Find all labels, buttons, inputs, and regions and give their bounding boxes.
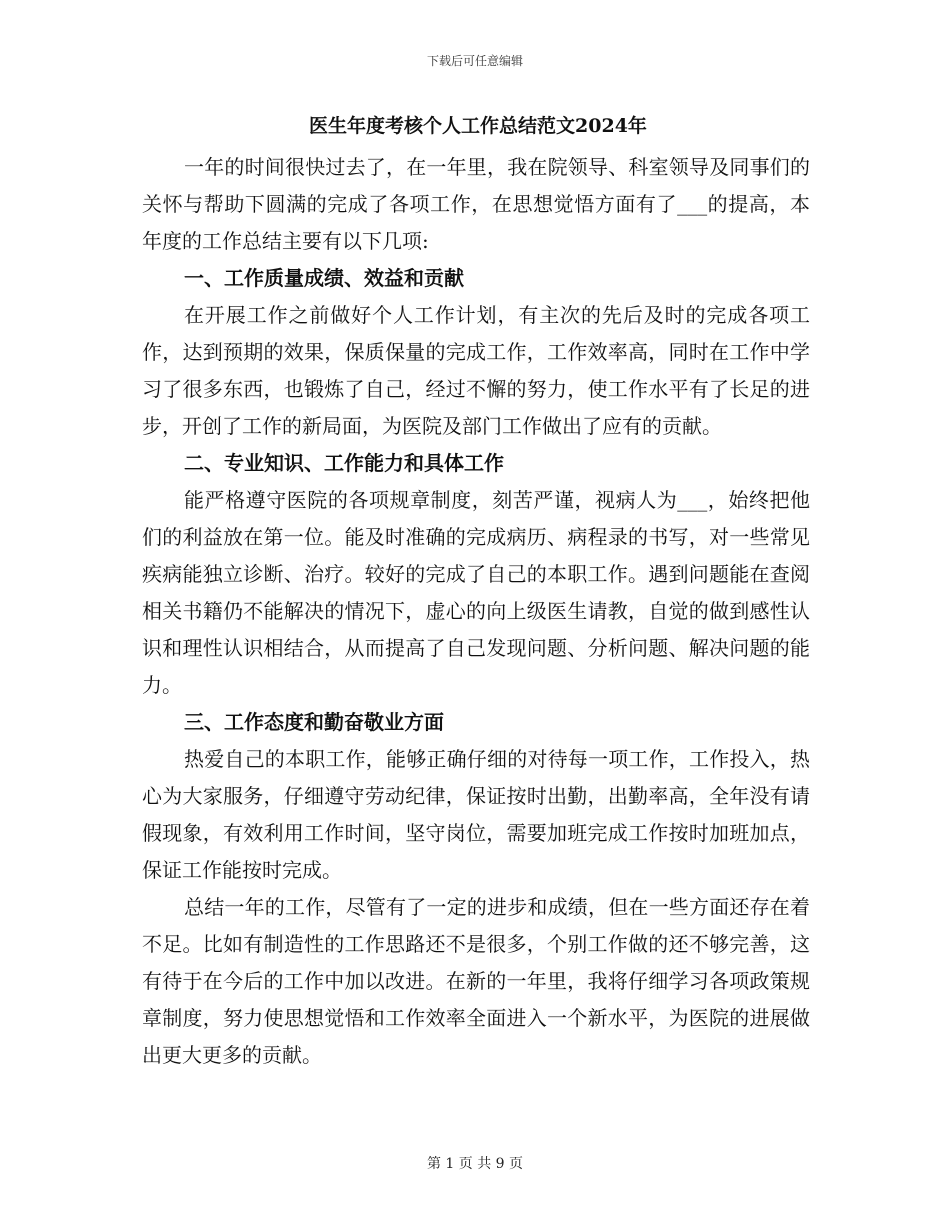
- intro-paragraph: 一年的时间很快过去了，在一年里，我在院领导、科室领导及同事们的关怀与帮助下圆满的完成了各项工作，在思想觉悟方面有了___的提高，本年度的工作总结主要有以下几项:: [142, 155, 810, 253]
- header-note: 下载后可任意编辑: [426, 54, 523, 68]
- summary-paragraph: 总结一年的工作，尽管有了一定的进步和成绩，但在一些方面还存在着不足。比如有制造性的工作思路还不是很多，个别工作做的还不够完善，这有待于在今后的工作中加以改进。在新的一年里，我将仔细学习各项政策规章制度，努力使思想觉悟和工作效率全面进入一个新水平，为医院的进展做出更大更多的贡献。: [142, 895, 810, 1067]
- section-3-paragraph: 热爱自己的本职工作，能够正确仔细的对待每一项工作，工作投入，热心为大家服务，仔细遵守劳动纪律，保证按时出勤，出勤率高，全年没有请假现象，有效利用工作时间，坚守岗位，需要加班完成工作按时加班加点，保证工作能按时完成。: [142, 747, 810, 882]
- section-1-paragraph: 在开展工作之前做好个人工作计划，有主次的先后及时的完成各项工作，达到预期的效果，保质保量的完成工作，工作效率高，同时在工作中学习了很多东西，也锻炼了自己，经过不懈的努力，使工作水平有了长足的进步，开创了工作的新局面，为医院及部门工作做出了应有的贡献。: [142, 303, 810, 438]
- page-number-footer: 第 1 页 共 9 页: [426, 1156, 524, 1172]
- section-heading-2: 二、专业知识、工作能力和具体工作: [184, 451, 504, 475]
- document-title: 医生年度考核个人工作总结范文2024年: [309, 115, 647, 137]
- section-heading-1: 一、工作质量成绩、效益和贡献: [184, 266, 464, 290]
- section-heading-3: 三、工作态度和勤奋敬业方面: [184, 710, 444, 734]
- document-body: [142, 111, 810, 1074]
- section-2-paragraph: 能严格遵守医院的各项规章制度，刻苦严谨，视病人为___，始终把他们的利益放在第一位。能及时准确的完成病历、病程录的书写，对一些常见疾病能独立诊断、治疗。较好的完成了自己的本职工作。遇到问题能在查阅相关书籍仍不能解决的情况下，虚心的向上级医生请教，自觉的做到感性认识和理性认识相结合，从而提高了自己发现问题、分析问题、解决问题的能力。: [142, 488, 810, 697]
